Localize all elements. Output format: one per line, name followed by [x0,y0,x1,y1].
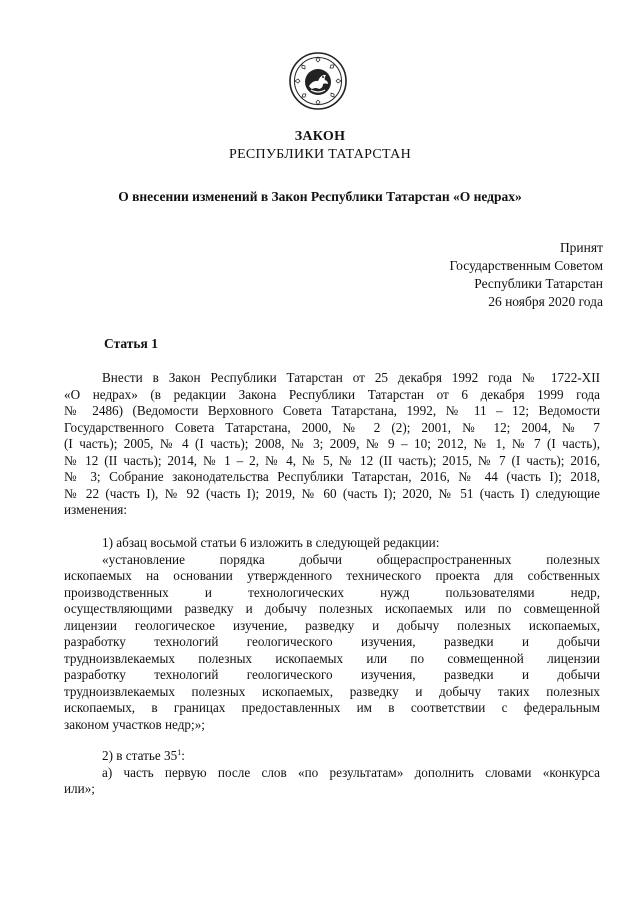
text-line: производственных и технологических нужд пользователями недр, [64,584,600,600]
adoption-line: Принят [559,240,603,255]
law-title: О внесении изменений в Закон Республики Татарстан «О недрах» [118,189,522,204]
text-line: законом участков недр;»; [64,716,205,732]
text-line: ископаемых, в границах предоставленных им в соответствии с федеральным [64,700,600,715]
article-heading: Статья 1 [104,336,158,351]
text-line: разработку технологий геологического изучения, разведки и добычи [64,667,600,682]
adoption-date: 26 ноября 2020 года [488,294,603,309]
superscript: 1 [177,748,182,757]
text-line: трудноизвлекаемых полезных ископаемых или по совмещенной лицензии [64,650,600,666]
adoption-line: Государственным Советом [449,258,603,273]
text-line: Государственного Совета Татарстана, 2000, № 2 (2); 2001, № 12; 2004, № 7 [64,419,600,435]
intro-paragraph [64,370,600,519]
text-line: изменения: [64,502,128,517]
text-line: (I часть); 2005, № 4 (I часть); 2008, № 3; 2009, № 9 – 10; 2012, № 1, № 7 (I часть), [64,436,600,451]
text-line [64,748,600,765]
text-line: 1) абзац восьмой статьи 6 изложить в следующей редакции: [102,535,440,550]
text-line: или»; [64,781,95,796]
item-2 [64,748,600,798]
text-line: № 22 (часть I), № 92 (часть I); 2019, № 60 (часть I); 2020, № 51 (часть I) следующие [64,485,600,501]
text-line: № 2486) (Ведомости Верховного Совета Татарстана, 1992, № 11 – 12; Ведомости [64,403,600,418]
text-line: «О недрах» (в редакции Закона Республики Татарстан от 6 декабря 1999 года [64,386,600,402]
text-line: трудноизвлекаемых полезных ископаемых, разведку и добычу таких полезных [64,683,600,699]
text-line: а) часть первую после слов «по результатам» дополнить словами «конкурса [102,764,600,780]
coat-of-arms-emblem [289,52,347,110]
text-line: лицензии геологическое изучение, разведку и добычу полезных ископаемых, [64,617,600,633]
text-line: «установление порядка добычи общераспространенных полезных [102,551,600,567]
adoption-block [450,239,603,311]
adoption-line: Республики Татарстан [474,276,603,291]
item2-lead: 2) в статье 35 [102,748,178,763]
item-1 [64,535,600,733]
text-line: осуществляющими разведку и добычу полезных ископаемых или по совмещенной [64,601,600,616]
text-line: ископаемых на основании утвержденного технического проекта для собственных [64,568,600,583]
law-label: ЗАКОН [294,129,346,144]
text-line: № 12 (II часть); 2014, № 1 – 2, № 4, № 5, № 12 (II часть); 2015, № 7 (I часть); 2016, [64,452,600,468]
text-line: разработку технологий геологического изучения, разведки и добычи [64,634,600,649]
item2-colon: : [181,748,185,763]
republic-label: РЕСПУБЛИКИ ТАТАРСТАН [228,147,411,162]
text-line: № 3; Собрание законодательства Республики Татарстан, 2016, № 44 (часть I); 2018, [64,469,600,484]
text-line: Внести в Закон Республики Татарстан от 25 декабря 1992 года № 1722-XII [102,370,600,385]
